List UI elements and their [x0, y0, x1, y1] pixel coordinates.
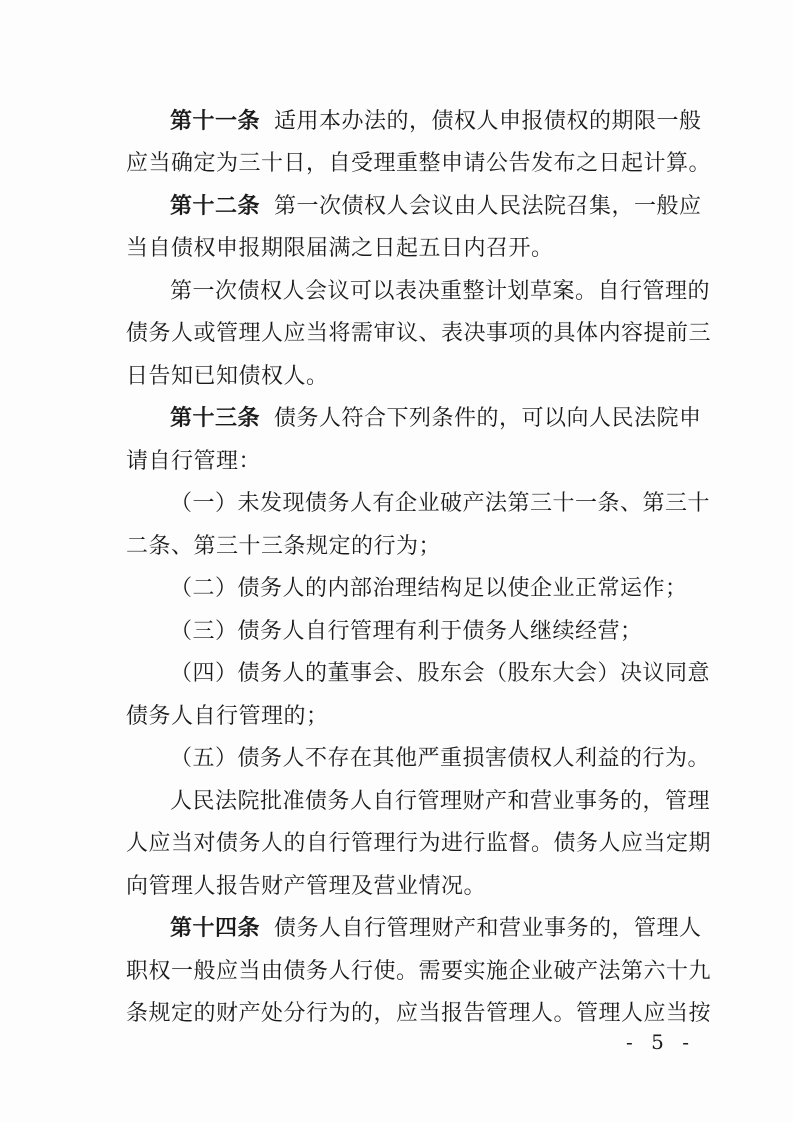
paragraph-line: 人应当对债务人的自行管理行为进行监督。债务人应当定期: [126, 831, 712, 856]
list-item-line: （五）债务人不存在其他严重损害债权人利益的行为。: [170, 746, 711, 771]
list-item-line: 二条、第三十三条规定的行为；: [126, 534, 442, 559]
paragraph-line: 债务人或管理人应当将需审议、表决事项的具体内容提前三: [126, 321, 712, 346]
paragraph-line: 日告知已知债权人。: [126, 364, 329, 389]
list-item-line: 债务人自行管理的；: [126, 704, 329, 729]
paragraph-line: 条规定的财产处分行为的，应当报告管理人。管理人应当按: [126, 1001, 712, 1026]
list-item-line: （四）债务人的董事会、股东会（股东大会）决议同意: [170, 661, 711, 686]
line-text: 第一次债权人会议由人民法院召集，一般应: [274, 194, 702, 219]
paragraph-line: [170, 192, 702, 222]
article-heading: 第十四条: [170, 916, 261, 941]
article-heading: 第十三条: [170, 406, 261, 431]
line-text: 债务人符合下列条件的，可以向人民法院申: [274, 406, 702, 431]
paragraph-line: 第一次债权人会议可以表决重整计划草案。自行管理的: [170, 279, 711, 304]
list-item-line: （三）债务人自行管理有利于债务人继续经营；: [170, 619, 643, 644]
paragraph-line: 人民法院批准债务人自行管理财产和营业事务的，管理: [170, 789, 711, 814]
paragraph-line: 职权一般应当由债务人行使。需要实施企业破产法第六十九: [126, 959, 712, 984]
paragraph-line: [170, 404, 702, 434]
page-number: - 5 -: [626, 1030, 695, 1054]
paragraph-line: [170, 107, 702, 137]
article-heading: 第十一条: [170, 109, 261, 134]
line-text: 债务人自行管理财产和营业事务的，管理人: [274, 916, 702, 941]
paragraph-line: [170, 914, 702, 944]
list-item-line: （一）未发现债务人有企业破产法第三十一条、第三十: [170, 491, 711, 516]
list-item-line: （二）债务人的内部治理结构足以使企业正常运作；: [170, 576, 688, 601]
paragraph-line: 请自行管理：: [126, 449, 262, 474]
paragraph-line: 当自债权申报期限届满之日起五日内召开。: [126, 236, 554, 261]
line-text: 适用本办法的，债权人申报债权的期限一般: [274, 109, 702, 134]
paragraph-line: 向管理人报告财产管理及营业情况。: [126, 874, 487, 899]
article-heading: 第十二条: [170, 194, 261, 219]
paragraph-line: 应当确定为三十日，自受理重整申请公告发布之日起计算。: [126, 151, 712, 176]
